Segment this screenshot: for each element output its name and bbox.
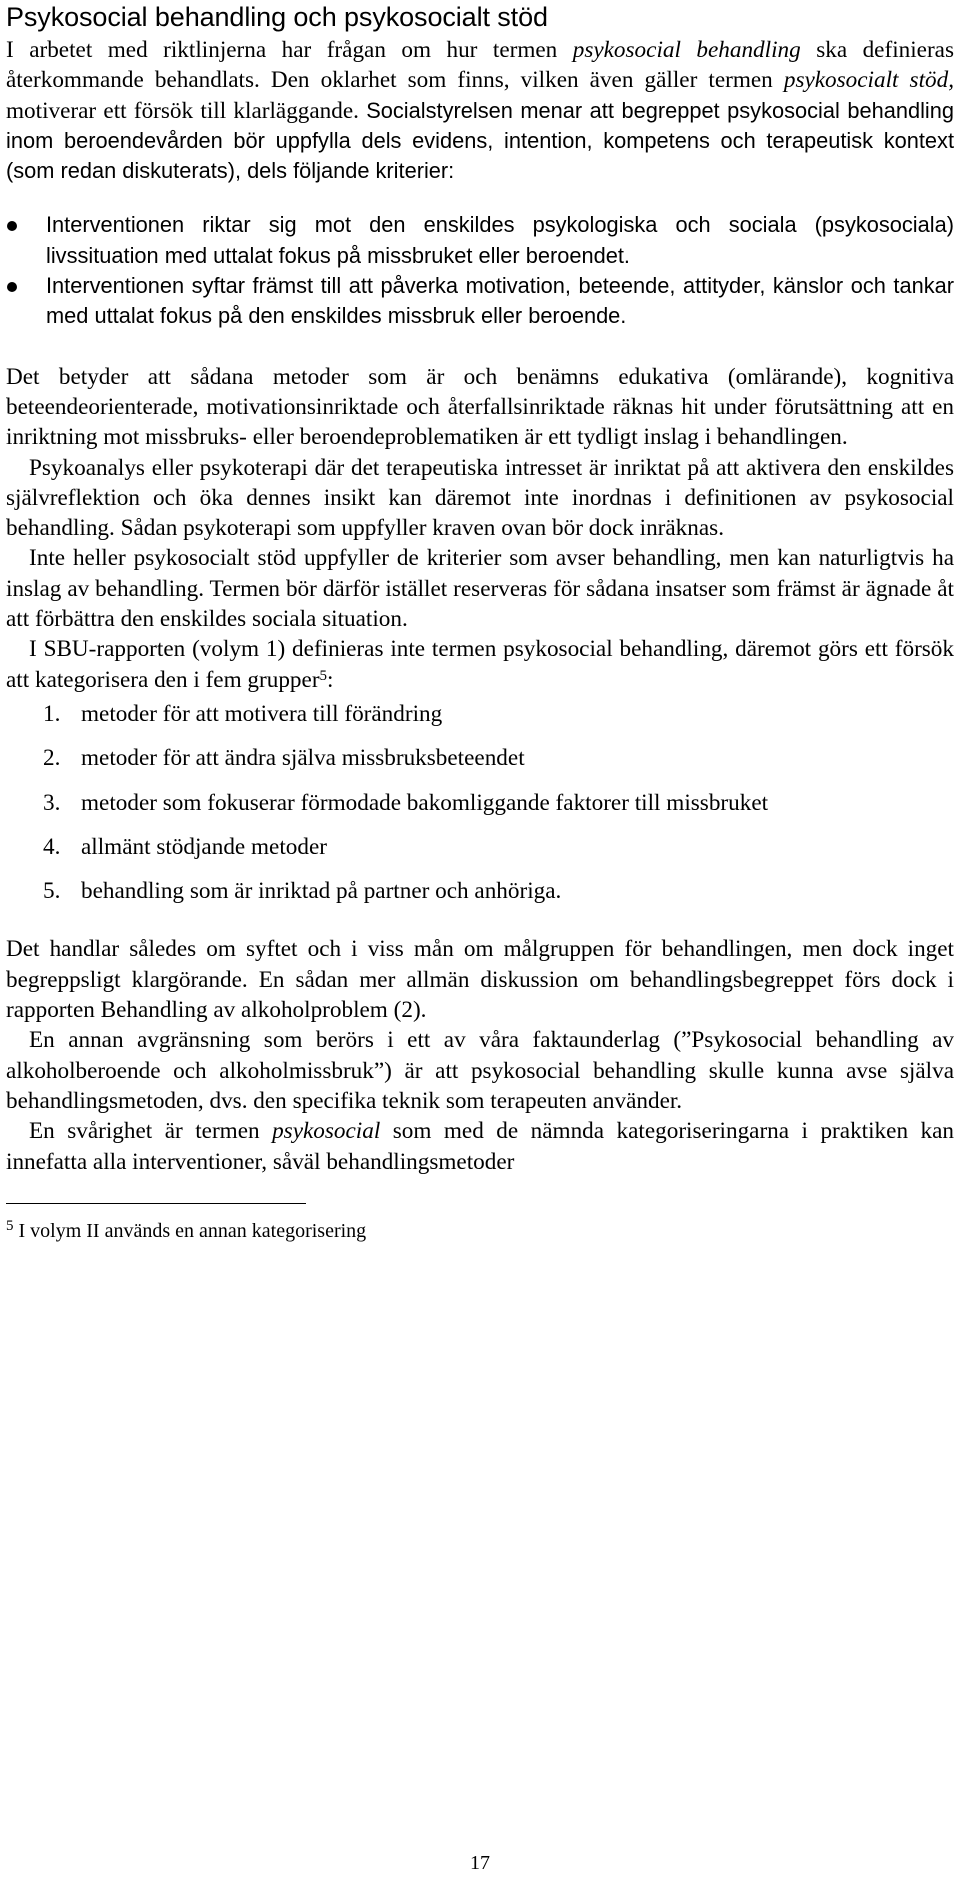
footnote-text: I volym II används en annan kategorisering — [13, 1219, 367, 1242]
category-item — [6, 876, 954, 906]
paragraph-sbu — [6, 634, 954, 695]
last-text-2: som med de nämnda kategoriseringarna i praktiken kan innefatta alla interventioner, såväl behandlingsmetoder — [6, 1118, 954, 1175]
category-number: 5. — [43, 878, 61, 905]
paragraph-avgransning: En annan avgränsning som berörs i ett av våra faktaunderlag (”Psykosocial behandling av alkoholberoende och alkoholmissbruk”) är att psykosocial behandling skulle kunna avse själva behandlingsmetoden, dvs. den specifika teknik som terapeuten använder. — [6, 1027, 954, 1114]
category-number: 1. — [43, 700, 61, 727]
footnote-reference: 5 — [319, 667, 328, 684]
criteria-item — [6, 271, 954, 332]
document-page — [6, 0, 954, 1244]
last-text-1: En svårighet är termen — [29, 1118, 273, 1145]
footnote — [6, 1218, 954, 1244]
category-text: behandling som är inriktad på partner och anhöriga. — [81, 878, 562, 905]
sbu-text: I SBU-rapporten (volym 1) definieras inte termen psykosocial behandling, däremot görs ett försök att kategorisera den i fem grupper — [6, 636, 954, 693]
section-heading: Psykosocial behandling och psykosocialt stöd — [6, 2, 548, 32]
bullet-icon — [7, 221, 17, 231]
sbu-tail: : — [327, 666, 334, 693]
intro-text-2: ska definieras återkommande behandlats. Den oklarhet som finns, vilken även gäller termen — [6, 37, 955, 94]
criteria-list — [6, 210, 954, 331]
footnote-number: 5 — [6, 1217, 14, 1234]
paragraph-metoder: Det betyder att sådana metoder som är och benämns edukativa (omlärande), kognitiva beteendeorienterade, motivationsinriktade och återfallsinriktade räknas hit under förutsättning att en inriktning mot missbruks- eller beroendeproblematiken är ett tydligt inslag i behandlingen. — [6, 363, 954, 451]
category-item — [6, 743, 954, 773]
category-item — [6, 788, 954, 818]
category-item — [6, 699, 954, 729]
intro-criteria-lead: Socialstyrelsen menar att begreppet psykosocial behandling inom beroendevården bör uppfylla dels evidens, intention, kompetens och terapeutisk kontext (som redan diskuterats), dels följande kriterier: — [6, 97, 955, 184]
category-text: allmänt stödjande metoder — [81, 833, 327, 860]
paragraph-svarighet — [6, 1116, 954, 1177]
category-text: metoder som fokuserar förmodade bakomliggande faktorer till missbruket — [81, 789, 769, 816]
intro-text-3: motiverar ett försök till klarläggande. — [6, 97, 359, 124]
category-text: metoder för att ändra själva missbruksbeteendet — [81, 745, 525, 772]
criteria-text: Interventionen syftar främst till att påverka motivation, beteende, attityder, känslor och tankar med uttalat fokus på den enskildes missbruk eller beroende. — [46, 273, 954, 329]
page-number: 17 — [470, 1852, 490, 1874]
paragraph-psykoanalys: Psykoanalys eller psykoterapi där det terapeutiska intresset är inriktat på att aktivera den enskildes självreflektion och öka dennes insikt kan däremot inte inordnas i definitionen av psykosocial behandling. Sådan psykoterapi som uppfyller kraven ovan bör dock inräknas. — [6, 454, 954, 542]
last-term-psykosocial: psykosocial — [272, 1118, 381, 1145]
paragraph-syftet: Det handlar således om syftet och i viss mån om målgruppen för behandlingen, men dock inget begreppsligt klargörande. En sådan mer allmän diskussion om behandlingsbegreppet förs dock i rapporten Behandling av alkoholproblem (2). — [6, 936, 954, 1024]
category-text: metoder för att motivera till förändring — [81, 700, 443, 727]
criteria-item — [6, 210, 954, 271]
category-number: 4. — [43, 833, 61, 860]
footnote-divider — [6, 1203, 306, 1204]
category-number: 2. — [43, 745, 61, 772]
bullet-icon — [7, 282, 17, 292]
category-item — [6, 832, 954, 862]
intro-paragraph — [6, 35, 954, 186]
intro-term-psykosocial-behandling: psykosocial behandling — [572, 37, 801, 63]
category-number: 3. — [43, 789, 61, 816]
category-list — [6, 699, 954, 906]
paragraph-psykosocialt-stod: Inte heller psykosocialt stöd uppfyller de kriterier som avser behandling, men kan naturligtvis ha inslag av behandling. Termen bör därför istället reserveras för sådana insatser som främst är ägnade åt att förbättra den enskildes sociala situation. — [6, 545, 954, 633]
intro-term-psykosocialt-stod: psykosocialt stöd, — [783, 67, 954, 94]
intro-text-1: I arbetet med riktlinjerna har frågan om hur termen — [6, 37, 573, 63]
criteria-text: Interventionen riktar sig mot den enskildes psykologiska och sociala (psykosociala) livssituation med uttalat fokus på missbruket eller beroendet. — [46, 212, 954, 268]
